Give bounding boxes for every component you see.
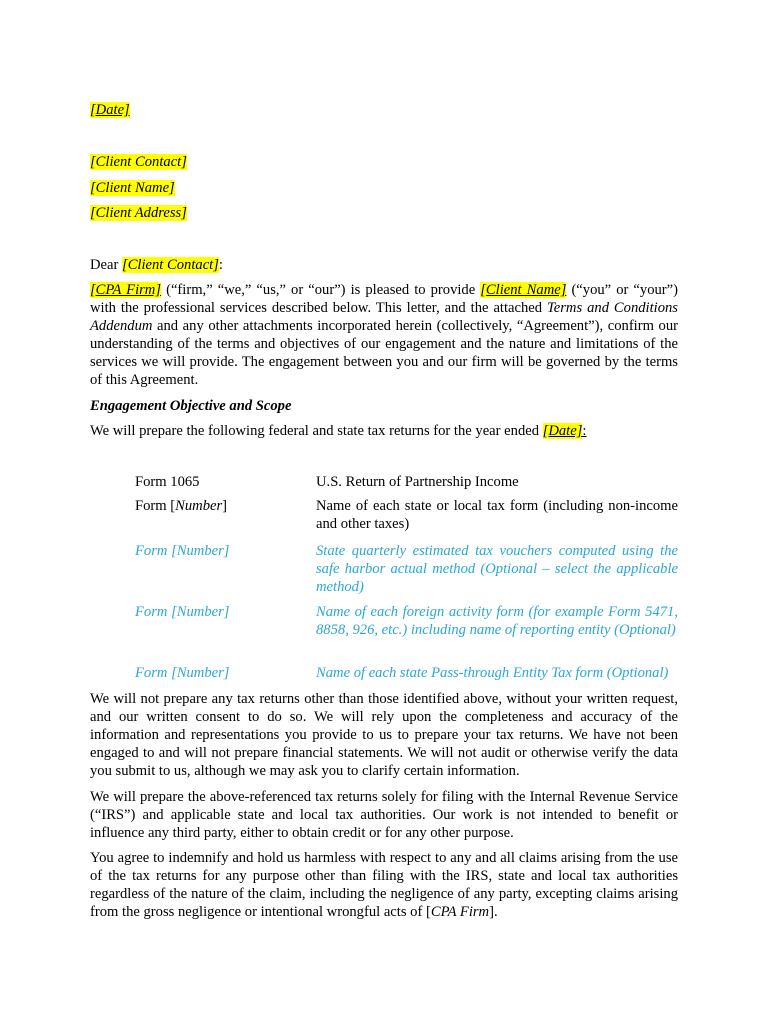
form-number: [135, 497, 310, 515]
salutation: [90, 256, 678, 274]
form-description: State quarterly estimated tax vouchers computed using the safe harbor actual method (Optional – select the applicable method): [316, 543, 678, 595]
client-address-placeholder: [Client Address]: [90, 205, 187, 221]
addendum-name: Terms and Conditions Addendum: [90, 300, 678, 334]
date-placeholder: [Date]: [90, 102, 130, 118]
indemnify-firm: CPA Firm: [430, 904, 490, 920]
scope-date: [Date]: [542, 423, 583, 439]
form-description: Name of each state or local tax form (including non-income and other taxes): [316, 498, 678, 532]
form-number: Form [Number]: [135, 665, 230, 681]
form-description: Name of each foreign activity form (for example Form 5471, 8858, 926, etc.) including name of reporting entity (Optional): [316, 604, 678, 638]
form-number-text: Form [: [135, 498, 176, 514]
client-name-line: [90, 179, 678, 197]
intro-client-name: [Client Name]: [480, 282, 567, 298]
indemnify-text: You agree to indemnify and hold us harmless with respect to any and all claims arising from the use of the tax returns for any purpose other than filing with the IRS, state and local tax authorities regardless of the nature of the claim, including the negligence of any party, excepting claims arising from the gross negligence or intentional wrongful acts of [: [90, 850, 678, 920]
paragraph-indemnify: [90, 849, 678, 921]
date-line: [90, 101, 678, 119]
form-number: [135, 473, 310, 491]
client-name-placeholder: [Client Name]: [90, 180, 175, 196]
intro-text-1: (“firm,” “we,” “us,” or “our”) is pleased to provide: [161, 282, 481, 298]
client-contact-line: [90, 153, 678, 171]
salutation-dear: Dear: [90, 257, 123, 273]
salutation-colon: :: [218, 257, 223, 273]
form-number-text: Form 1065: [135, 474, 200, 490]
scope-text: We will prepare the following federal and state tax returns for the year ended: [90, 423, 543, 439]
form-number: Form [Number]: [135, 543, 230, 559]
paragraph-filing-purpose: We will prepare the above-referenced tax returns solely for filing with the Internal Revenue Service (“IRS”) and applicable state and local tax authorities. Our work is not intended to benefit or influence any third party, either to obtain credit or for any other purpose.: [90, 789, 678, 841]
section-heading: Engagement Objective and Scope: [90, 398, 292, 414]
form-description: U.S. Return of Partnership Income: [316, 474, 519, 490]
client-address-line: [90, 204, 678, 222]
intro-text-2: (“you” or “your”) with the professional services described below. This letter, and the attached: [90, 282, 678, 316]
intro-text-3: and any other attachments incorporated herein (collectively, “Agreement”), confirm our understanding of the terms and objectives of our engagement and the nature and limitations of the services we will provide. The engagement between you and our firm will be governed by the terms of this Agreement.: [90, 318, 678, 388]
indemnify-end: ].: [489, 904, 498, 920]
form-number: Form [Number]: [135, 604, 230, 620]
intro-paragraph: [90, 281, 678, 389]
form-number-italic: Number: [175, 498, 223, 514]
form-description: Name of each state Pass-through Entity Tax form (Optional): [316, 665, 669, 681]
salutation-contact: [Client Contact]: [122, 257, 219, 273]
paragraph-not-prepare: We will not prepare any tax returns other than those identified above, without your written request, and our written consent to do so. We will rely upon the completeness and accuracy of the information and representations you provide to us to prepare your tax returns. We have not been engaged to and will not prepare financial statements. We will not audit or otherwise verify the data you submit to us, although we may ask you to clarify certain information.: [90, 691, 678, 779]
client-contact-placeholder: [Client Contact]: [90, 154, 187, 170]
cpa-firm-placeholder: [CPA Firm]: [90, 282, 162, 298]
scope-sentence: [90, 422, 678, 440]
scope-colon: :: [582, 423, 587, 439]
form-number-suffix: ]: [222, 498, 228, 514]
